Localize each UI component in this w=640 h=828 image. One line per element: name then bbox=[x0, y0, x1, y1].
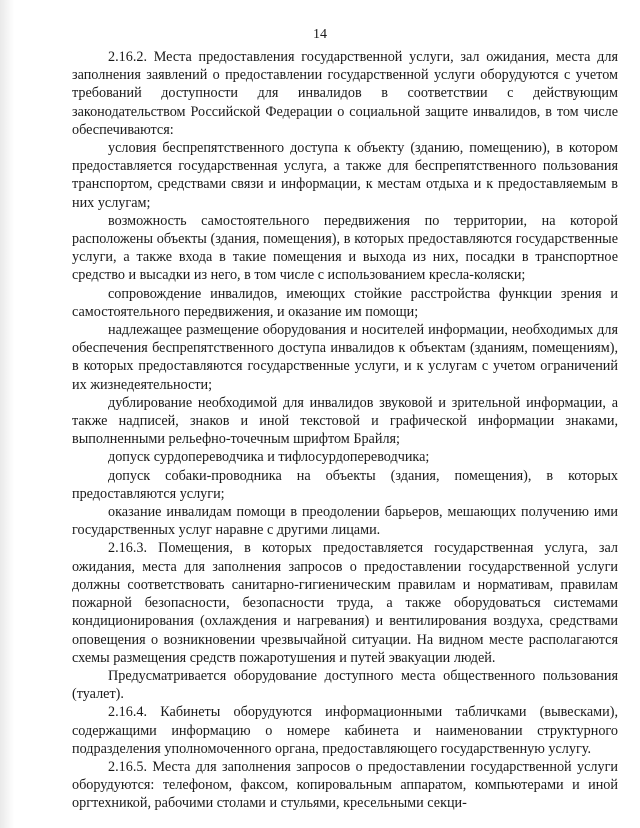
page-number: 14 bbox=[313, 27, 327, 42]
paragraph-duplication: дублирование необходимой для инвалидов звуковой и зрительной информации, а также надписей, знаков и иной текстовой и графической информации знаками, выполненными рельефно-точечным шрифтом Брайля; bbox=[72, 394, 618, 448]
document-body bbox=[72, 48, 618, 813]
paragraph-assistance: оказание инвалидам помощи в преодолении барьеров, мешающих получению ими государственных услуг наравне с другими лицами. bbox=[72, 504, 618, 539]
paragraph-equipment-placement: надлежащее размещение оборудования и носителей информации, необходимых для обеспечения беспрепятственного доступа инвалидов к объектам (зданиям, помещениям), в которых предоставляются государственные услуги, и к услугам с учетом ограничений их жизнедеятельности; bbox=[72, 322, 618, 393]
paragraph-2-16-5: 2.16.5. Места для заполнения запросов о предоставлении государственной услуги оборудуются: телефоном, факсом, копировальным аппаратом, компьютерами и иной оргтехникой, рабочими столами и стульями, кресельными секци- bbox=[72, 758, 618, 812]
paragraph-movement: возможность самостоятельного передвижения по территории, на которой расположены объекты (здания, помещения), в которых предоставляются государственные услуги, а также входа в такие помещения и выхода из них, посадки в транспортное средство и высадки из него, в том числе с использованием кресла-коляски; bbox=[72, 212, 618, 284]
paragraph-2-16-2: 2.16.2. Места предоставления государственной услуги, зал ожидания, места для заполнения заявлений о предоставлении государственной услуги оборудуются с учетом требований доступности для инвалидов в соответствии с действующим законодательством Российской Федерации о социальной защите инвалидов, в том числе обеспечиваются: bbox=[72, 49, 618, 138]
paragraph-2-16-4: 2.16.4. Кабинеты оборудуются информационными табличками (вывесками), содержащими информацию о номере кабинета и наименовании структурного подразделения уполномоченного органа, предоставляющего государственную услугу. bbox=[72, 704, 618, 757]
paragraph-access-conditions: условия беспрепятственного доступа к объекту (зданию, помещению), в котором предоставляется государственная услуга, а также для беспрепятственного пользования транспортом, средствами связи и информации, к местам отдыха и к предоставляемым в них услугам; bbox=[72, 140, 618, 211]
paragraph-sign-interpreter: допуск сурдопереводчика и тифлосурдопереводчика; bbox=[108, 449, 430, 466]
paragraph-2-16-3: 2.16.3. Помещения, в которых предоставляется государственная услуга, зал ожидания, места для заполнения запросов о предоставлении государственной услуги должны соответствовать санитарно-гигиеническим правилам и нормативам, правилам пожарной безопасности, безопасности труда, а также оборудоваться системами кондиционирования (охлаждения и нагревания) и вентилирования воздуха, средствами оповещения о возникновении чрезвычайной ситуации. На видном месте располагаются схемы размещения средств пожаротушения и путей эвакуации людей. bbox=[72, 540, 618, 666]
paragraph-toilet: Предусматривается оборудование доступного места общественного пользования (туалет). bbox=[72, 667, 618, 703]
scan-edge-shadow bbox=[0, 0, 14, 828]
paragraph-escort: сопровождение инвалидов, имеющих стойкие расстройства функции зрения и самостоятельного передвижения, и оказание им помощи; bbox=[72, 285, 618, 320]
paragraph-guide-dog: допуск собаки-проводника на объекты (здания, помещения), в которых предоставляются услуги; bbox=[72, 467, 618, 502]
